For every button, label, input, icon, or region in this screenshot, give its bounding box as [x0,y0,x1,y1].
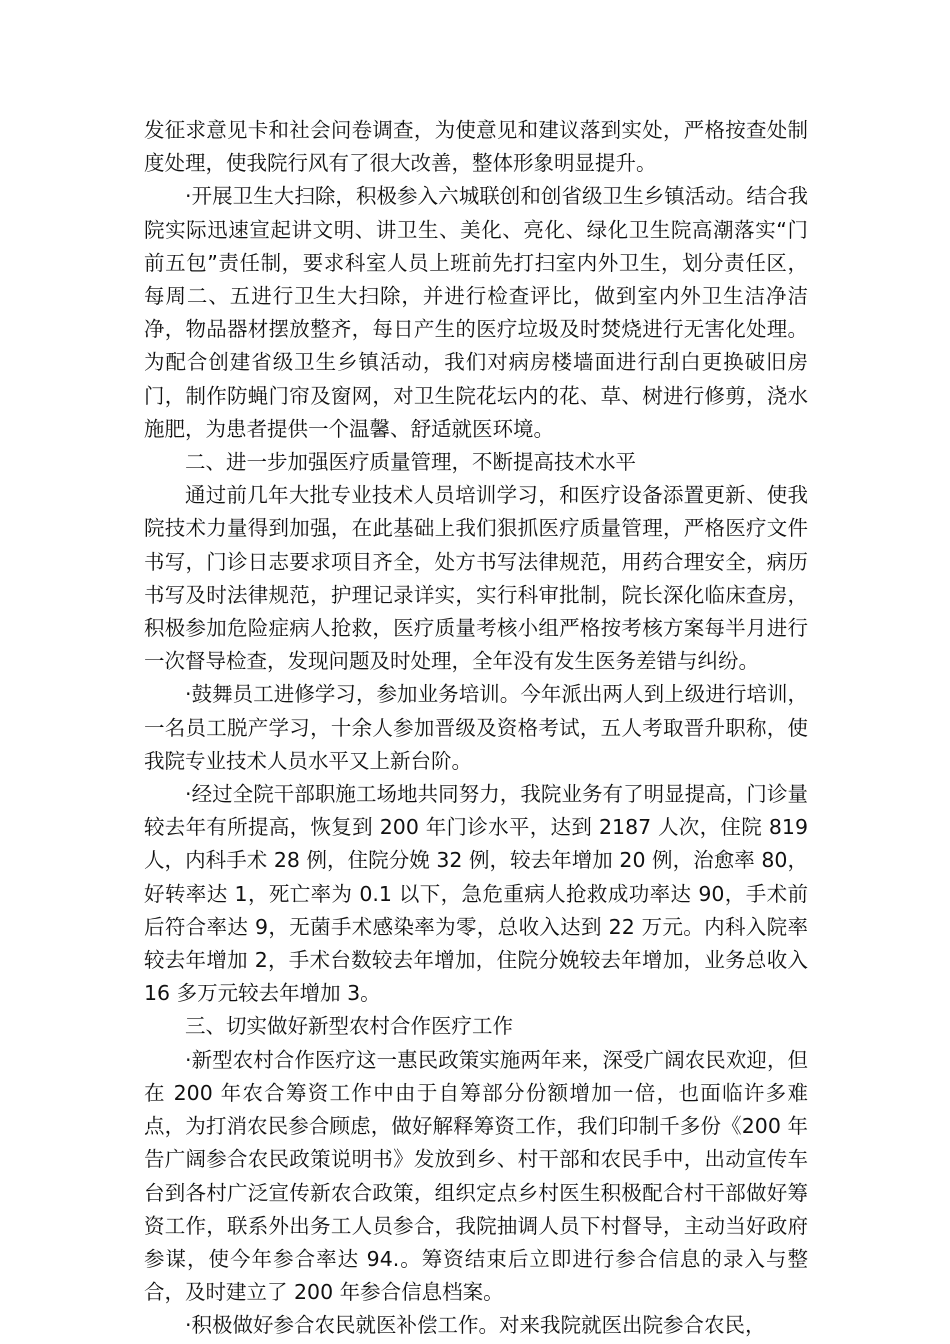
paragraph-statistics: ·经过全院干部职施工场地共同努力，我院业务有了明显提高，门诊量较去年有所提高，恢复到 200 年门诊水平，达到 2187 人次，住院 819 人，内科手术 28 例，住院分娩 32 例，较去年增加 20 例，治愈率 80，好转率达 1，死亡率为 0.1 以下，急危重病人抢救成功率达 90，手术前后符合率达 9，无菌手术感染率为零，总收入达到 22 万元。内科入院率较去年增加 2，手术台数较去年增加，住院分娩较去年增加，业务总收入 16 多万元较去年增加 3。 [144,782,808,1006]
section-heading-medical-quality: 二、进一步加强医疗质量管理，不断提高技术水平 [185,450,636,475]
paragraph-sanitation: ·开展卫生大扫除，积极参入六城联创和创省级卫生乡镇活动。结合我院实际迅速宣起讲文明、讲卫生、美化、亮化、绿化卫生院高潮落实“门前五包”责任制，要求科室人员上班前先打扫室内外卫生，划分责任区，每周二、五进行卫生大扫除，并进行检查评比，做到室内外卫生洁净洁净，物品器材摆放整齐，每日产生的医疗垃圾及时焚烧进行无害化处理。为配合创建省级卫生乡镇活动，我们对病房楼墙面进行刮白更换破旧房门，制作防蝇门帘及窗网，对卫生院花坛内的花、草、树进行修剪，浇水施肥，为患者提供一个温馨、舒适就医环境。 [144,184,808,441]
paragraph-compensation: ·积极做好参合农民就医补偿工作。对来我院就医出院参合农民， [185,1313,766,1338]
document-body [144,114,808,1343]
section-heading-rural-cooperative: 三、切实做好新型农村合作医疗工作 [185,1014,513,1039]
paragraph-continued: 发征求意见卡和社会问卷调查，为使意见和建议落到实处，严格按查处制度处理，使我院行风有了很大改善，整体形象明显提升。 [144,118,808,176]
paragraph-training: ·鼓舞员工进修学习，参加业务培训。今年派出两人到上级进行培训，一名员工脱产学习，十余人参加晋级及资格考试，五人考取晋升职称，使我院专业技术人员水平又上新台阶。 [144,682,808,773]
paragraph-medical-quality: 通过前几年大批专业技术人员培训学习，和医疗设备添置更新、使我院技术力量得到加强，在此基础上我们狠抓医疗质量管理，严格医疗文件书写，门诊日志要求项目齐全，处方书写法律规范，用药合理安全，病历书写及时法律规范，护理记录详实，实行科审批制，院长深化临床查房，积极参加危险症病人抢救，医疗质量考核小组严格按考核方案每半月进行一次督导检查，发现问题及时处理，全年没有发生医务差错与纠纷。 [144,483,808,674]
paragraph-rural-cooperative: ·新型农村合作医疗这一惠民政策实施两年来，深受广阔农民欢迎，但在 200 年农合筹资工作中由于自筹部分份额增加一倍，也面临许多难点，为打消农民参合顾虑，做好解释筹资工作，我们印制千多份《200 年告广阔参合农民政策说明书》发放到乡、村干部和农民手中，出动宣传车台到各村广泛宣传新农合政策，组织定点乡村医生积极配合村干部做好筹资工作，联系外出务工人员参合，我院抽调人员下村督导，主动当好政府参谋，使今年参合率达 94.。筹资结束后立即进行参合信息的录入与整合，及时建立了 200 年参合信息档案。 [144,1047,808,1305]
